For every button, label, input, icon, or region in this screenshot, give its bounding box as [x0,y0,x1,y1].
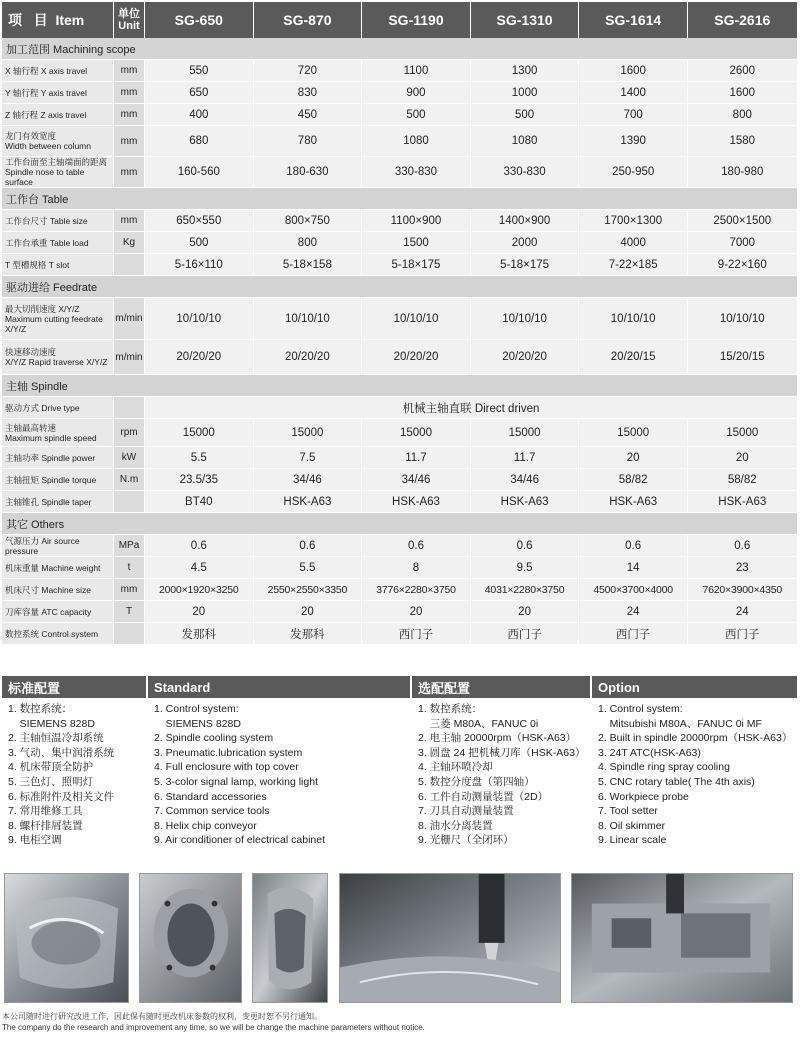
config-item: 8. 油水分离装置 [418,819,493,832]
row-unit: rpm [114,419,145,446]
value-cell: 650×550 [145,210,254,231]
option-en-list [592,698,797,848]
value-cell: 34/46 [471,469,580,490]
row-label: 主轴最高转速 Maximum spindle speed [2,419,114,446]
row-unit: mm [114,157,145,187]
config-item: 1. Control system: [598,703,683,715]
row-unit: mm [114,104,145,125]
row-unit: mm [114,579,145,600]
value-cell: 8 [362,557,471,578]
value-cell: 1390 [579,126,688,156]
workpiece-setup-image [572,874,792,1002]
header-unit: 单位 Unit [114,2,145,38]
table-header [2,2,797,38]
value-cell: 15000 [579,419,688,446]
option-en-heading: Option [598,679,640,695]
row-label: 主轴扭矩 Spindle torque [2,469,114,490]
config-item: 1. 数控系统： [418,703,483,715]
config-item: 7. 常用维修工具 [8,805,83,818]
row-unit: T [114,601,145,622]
value-cell: 34/46 [362,469,471,490]
row-label: 数控系统 Control system [2,623,114,644]
table-row [2,557,797,579]
config-body [2,698,797,848]
header-item-zh: 项 [8,12,22,28]
config-item: 4. Spindle ring spray cooling [598,761,730,774]
table-row [2,126,797,157]
row-label: 主轴锥孔 Spindle taper [2,491,114,512]
config-item: 3. 圆盘 24 把机械刀库（HSK-A63） [418,746,586,759]
value-cell: 700 [579,104,688,125]
header-model: SG-1310 [471,2,580,38]
config-item: 8. Oil skimmer [598,819,666,832]
value-cell: 5.5 [254,557,363,578]
value-cell: 5-16×110 [145,254,254,275]
section-title: 驱动进给 Feedrate [2,276,797,298]
config-item: 1. Control system: [154,703,239,715]
configuration-section [2,676,797,846]
row-label: Y 轴行程 Y axis travel [2,82,114,103]
value-cell: 0.6 [688,535,797,556]
standard-zh-heading: 标准配置 [2,676,148,698]
value-cell: 4031×2280×3750 [471,579,580,600]
config-item: 9. Linear scale [598,834,667,847]
config-item: SIEMENS 828D [8,717,95,730]
config-item: 6. Standard accessories [154,790,267,803]
table-row [2,535,797,557]
config-item: 5. 三色灯、照明灯 [8,775,94,788]
value-cell: 500 [471,104,580,125]
table-row [2,491,797,513]
header-model: SG-1614 [579,2,688,38]
value-cell: 20 [471,601,580,622]
footer-en: The company do the research and improvement any time, so we will be change the machine parameters without notice. [2,1023,425,1032]
header-item-en: Item [55,12,85,28]
value-cell: 2000×1920×3250 [145,579,254,600]
value-cell: 7.5 [254,447,363,468]
row-label: Z 轴行程 Z axis travel [2,104,114,125]
value-cell: 900 [362,82,471,103]
value-cell: 800 [688,104,797,125]
value-cell: 24 [579,601,688,622]
config-item: 6. 标准附件及相关文件 [8,790,115,803]
section-title: 加工范围 Machining scope [2,38,797,60]
spec-table [2,2,797,645]
value-cell: 20/20/15 [579,340,688,374]
row-label: 龙门有效宽度 Width between column [2,126,114,156]
config-item: 5. 3-color signal lamp, working light [154,775,318,788]
value-cell: 2600 [688,60,797,81]
value-cell: 180-980 [688,157,797,187]
merged-value-cell: 机械主轴直联 Direct driven [145,397,797,418]
config-item: 9. 光栅尺（全闭环） [418,834,514,847]
machined-part-photo [4,873,129,1003]
table-row [2,298,797,340]
header-model: SG-2616 [714,12,771,28]
value-cell: 5.5 [145,447,254,468]
config-item: 2. Built in spindle 20000rpm（HSK-A63） [598,732,793,745]
value-cell: 4500×3700×4000 [579,579,688,600]
section-title: 主轴 Spindle [2,375,797,397]
table-row [2,104,797,126]
table-row [2,469,797,491]
value-cell: 0.6 [579,535,688,556]
value-cell: 7-22×185 [579,254,688,275]
config-item: 6. Workpiece probe [598,790,689,803]
value-cell: 10/10/10 [579,298,688,339]
value-cell: 1080 [471,126,580,156]
row-label: 机床尺寸 Machine size [2,579,114,600]
row-unit: mm [114,126,145,156]
row-unit: mm [114,82,145,103]
value-cell: 1600 [688,82,797,103]
row-label: X 轴行程 X axis travel [2,60,114,81]
row-unit [114,397,145,418]
header-item [2,2,114,38]
value-cell: 58/82 [579,469,688,490]
value-cell: 15000 [688,419,797,446]
row-unit [114,491,145,512]
section-title: 工作台 Table [2,188,797,210]
row-unit: kW [114,447,145,468]
value-cell: 9-22×160 [688,254,797,275]
config-item: Mitsubishi M80A、FANUC 0i MF [598,717,762,730]
table-row [2,157,797,188]
row-unit [114,254,145,275]
value-cell: 西门子 [579,623,688,644]
standard-en-list [148,698,412,848]
value-cell: 4.5 [145,557,254,578]
value-cell: 10/10/10 [145,298,254,339]
machining-process-photo [339,873,561,1003]
row-label: 快速移动速度 X/Y/Z Rapid traverse X/Y/Z [2,340,114,374]
config-item: 7. 刀具自动测量装置 [418,805,514,818]
value-cell: 500 [145,232,254,253]
value-cell: 2550×2550×3350 [254,579,363,600]
value-cell: 10/10/10 [471,298,580,339]
value-cell: 20/20/20 [362,340,471,374]
value-cell: 2500×1500 [688,210,797,231]
value-cell: 20 [145,601,254,622]
standard-zh-list [2,698,148,848]
value-cell: 20/20/20 [471,340,580,374]
row-unit: N.m [114,469,145,490]
config-item: 7. Tool setter [598,805,658,818]
machined-part-image [253,874,327,1002]
config-item: 3. 24T ATC(HSK-A63) [598,746,701,759]
row-label: T 型槽规格 T slot [2,254,114,275]
value-cell: 1080 [362,126,471,156]
value-cell: 15000 [362,419,471,446]
value-cell: 1400×900 [471,210,580,231]
value-cell: 9.5 [471,557,580,578]
value-cell: 发那科 [145,623,254,644]
workpiece-setup-photo [571,873,793,1003]
row-label: 工作台面至主轴端面的距离 Spindle nose to table surface [2,157,114,187]
value-cell: 1580 [688,126,797,156]
config-item: 3. Pneumatic.lubrication system [154,746,303,759]
value-cell: 11.7 [362,447,471,468]
value-cell: 0.6 [145,535,254,556]
config-item: 5. CNC rotary table( The 4th axis) [598,775,755,788]
header-model: SG-870 [254,2,363,38]
value-cell: 7620×3900×4350 [688,579,797,600]
value-cell: 1600 [579,60,688,81]
footer-note [2,1011,425,1033]
value-cell: 180-630 [254,157,363,187]
config-item: 9. Air conditioner of electrical cabinet [154,834,326,847]
table-row [2,579,797,601]
value-cell: 15000 [471,419,580,446]
value-cell: 3776×2280×3750 [362,579,471,600]
table-row [2,340,797,375]
row-unit: Kg [114,232,145,253]
value-cell: 西门子 [362,623,471,644]
value-cell: 680 [145,126,254,156]
machined-part-image [140,874,241,1002]
row-unit: mm [114,210,145,231]
table-row [2,447,797,469]
config-item: 4. 机床带顶全防护 [8,761,94,774]
value-cell: HSK-A63 [579,491,688,512]
row-label: 工作台承重 Table load [2,232,114,253]
value-cell: 发那科 [254,623,363,644]
value-cell: 550 [145,60,254,81]
row-label: 驱动方式 Drive type [2,397,114,418]
machined-part-photo [252,873,328,1003]
value-cell: 1400 [579,82,688,103]
value-cell: 20 [362,601,471,622]
value-cell: 西门子 [688,623,797,644]
value-cell: 15000 [254,419,363,446]
machining-process-image [340,874,560,1002]
row-unit: m/min [114,298,145,339]
table-row [2,232,797,254]
value-cell: 58/82 [688,469,797,490]
config-item: 8. Helix chip conveyor [154,819,257,832]
option-zh-list [412,698,592,848]
value-cell: 330-830 [471,157,580,187]
value-cell: 1100×900 [362,210,471,231]
row-label: 机床重量 Machine weight [2,557,114,578]
row-label: 最大切削速度 X/Y/Z Maximum cutting feedrate X/Y/Z [2,298,114,339]
table-row [2,210,797,232]
table-row [2,601,797,623]
value-cell: 5-18×175 [362,254,471,275]
value-cell: 2000 [471,232,580,253]
value-cell: BT40 [145,491,254,512]
header-model: SG-650 [145,2,254,38]
config-item: 9. 电柜空调 [8,834,62,847]
config-item: 5. 数控分度盘（第四轴） [418,775,535,788]
value-cell: 0.6 [471,535,580,556]
value-cell: 11.7 [471,447,580,468]
value-cell: 14 [579,557,688,578]
value-cell: 西门子 [471,623,580,644]
table-row [2,254,797,276]
config-item: 8. 螺杆排屑装置 [8,819,83,832]
value-cell: 15/20/15 [688,340,797,374]
value-cell: 0.6 [362,535,471,556]
value-cell: 800×750 [254,210,363,231]
option-zh-heading: 选配配置 [412,676,592,698]
value-cell: 20 [688,447,797,468]
config-item: 2. 主轴恒温冷却系统 [8,732,104,745]
config-item: 2. Spindle cooling system [154,732,274,745]
row-label: 气源压力 Air source pressure [2,535,114,556]
value-cell: 160-560 [145,157,254,187]
value-cell: HSK-A63 [688,491,797,512]
value-cell: 20 [254,601,363,622]
row-label: 工作台尺寸 Table size [2,210,114,231]
value-cell: 450 [254,104,363,125]
config-item: 4. 主轴环喷冷却 [418,761,493,774]
config-item: 7. Common service tools [154,805,270,818]
row-unit: mm [114,60,145,81]
config-header [2,676,797,698]
table-row [2,60,797,82]
value-cell: 10/10/10 [254,298,363,339]
config-item: 1. 数控系统： [8,703,73,715]
footer-zh: 本公司随时进行研究改进工作，因此保有随时更改机床参数的权利，变更时恕不另行通知。 [2,1012,322,1021]
value-cell: 400 [145,104,254,125]
row-unit [114,623,145,644]
header-item-zh2: 目 [33,12,48,28]
value-cell: 250-950 [579,157,688,187]
value-cell: 24 [688,601,797,622]
spec-body [2,38,797,645]
config-item: 2. 电主轴 20000rpm（HSK-A63） [418,732,577,745]
value-cell: 780 [254,126,363,156]
value-cell: 5-18×158 [254,254,363,275]
table-row [2,397,797,419]
value-cell: 23 [688,557,797,578]
table-row [2,623,797,645]
config-item: 3. 气动、集中润滑系统 [8,746,115,759]
value-cell: 1100 [362,60,471,81]
row-unit: t [114,557,145,578]
value-cell: 20/20/20 [145,340,254,374]
machined-part-photo [139,873,242,1003]
standard-en-heading: Standard [148,676,412,698]
row-label: 刀库容量 ATC capacity [2,601,114,622]
section-title: 其它 Others [2,513,797,535]
value-cell: HSK-A63 [254,491,363,512]
config-item: SIEMENS 828D [154,717,241,730]
value-cell: 5-18×175 [471,254,580,275]
value-cell: 650 [145,82,254,103]
value-cell: 720 [254,60,363,81]
value-cell: 4000 [579,232,688,253]
value-cell: 7000 [688,232,797,253]
value-cell: 330-830 [362,157,471,187]
value-cell: 20/20/20 [254,340,363,374]
value-cell: 830 [254,82,363,103]
value-cell: 1700×1300 [579,210,688,231]
value-cell: 1500 [362,232,471,253]
header-model: SG-1190 [362,2,471,38]
table-row [2,82,797,104]
table-row [2,419,797,447]
value-cell: 15000 [145,419,254,446]
value-cell: 20 [579,447,688,468]
value-cell: 1000 [471,82,580,103]
value-cell: HSK-A63 [362,491,471,512]
config-item: 三菱 M80A、FANUC 0i [418,717,539,730]
value-cell: 1300 [471,60,580,81]
value-cell: HSK-A63 [471,491,580,512]
row-label: 主轴功率 Spindle power [2,447,114,468]
value-cell: 500 [362,104,471,125]
config-item: 4. Full enclosure with top cover [154,761,299,774]
machined-part-image [5,874,128,1002]
row-unit: MPa [114,535,145,556]
value-cell: 10/10/10 [688,298,797,339]
value-cell: 23.5/35 [145,469,254,490]
row-unit: m/min [114,340,145,374]
value-cell: 800 [254,232,363,253]
config-item: 6. 工件自动测量装置（2D） [418,790,549,803]
value-cell: 10/10/10 [362,298,471,339]
value-cell: 0.6 [254,535,363,556]
value-cell: 34/46 [254,469,363,490]
